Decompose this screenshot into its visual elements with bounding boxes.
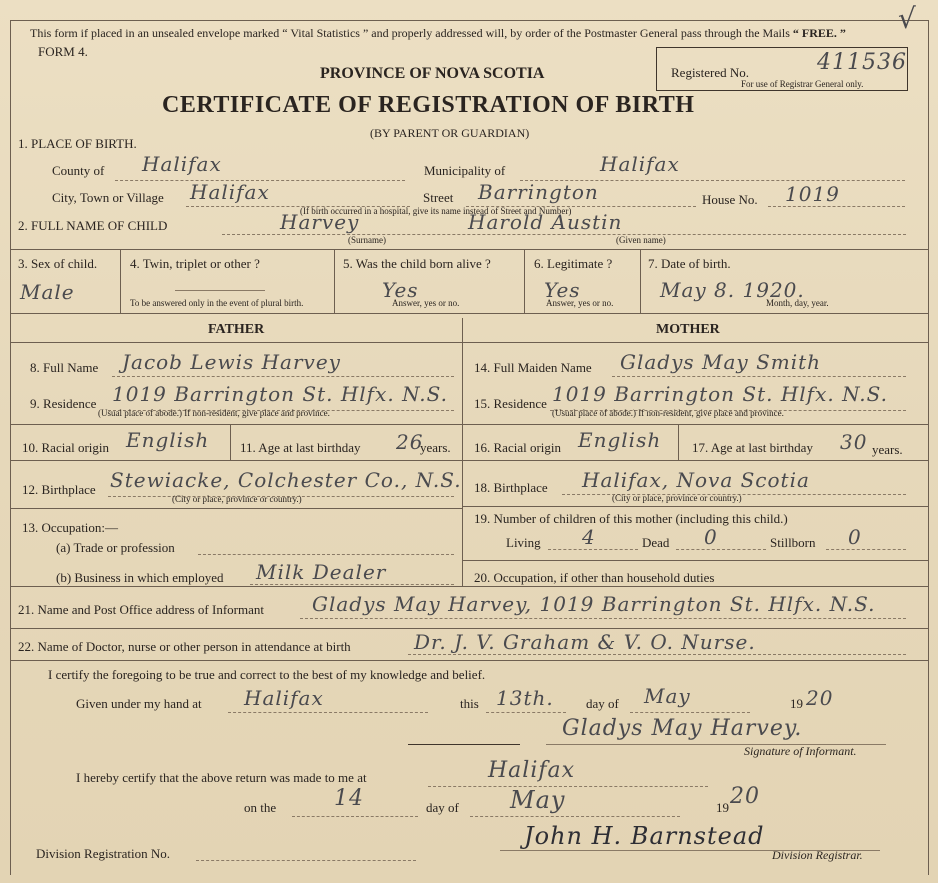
reg-day-of-label: day of: [426, 800, 459, 815]
house-line: [768, 206, 905, 207]
reg-year-value: 20: [730, 784, 760, 809]
mother-name-label: 14. Full Maiden Name: [474, 360, 592, 375]
mother-residence-note: (Usual place of abode.) If non-resident, give place and province.: [552, 408, 784, 418]
registered-note: For use of Registrar General only.: [741, 79, 864, 89]
day-value: 13th.: [496, 686, 554, 710]
house-value: 1019: [785, 182, 840, 206]
on-the-label: on the: [244, 800, 277, 815]
row3-div-3: [524, 249, 525, 313]
registrar-label: Division Registrar.: [772, 848, 863, 862]
street-label: Street: [423, 190, 454, 205]
father-racial-label: 10. Racial origin: [22, 440, 110, 455]
mother-birthplace-label: 18. Birthplace: [474, 480, 548, 495]
reg-month-line: [470, 816, 680, 817]
row3-bottom-line: [10, 313, 928, 314]
dob-note: Month, day, year.: [766, 298, 829, 308]
row3-div-4: [640, 249, 641, 313]
reg-year-prefix: 19: [716, 800, 729, 815]
alive-note: Answer, yes or no.: [392, 298, 460, 308]
mother-row-line-3: [462, 506, 928, 507]
twin-line: [175, 290, 265, 291]
father-business-value: Milk Dealer: [256, 560, 387, 584]
legitimate-note: Answer, yes or no.: [546, 298, 614, 308]
mother-heading: MOTHER: [656, 322, 720, 337]
reg-day-line: [292, 816, 418, 817]
reg-month-value: May: [510, 786, 566, 814]
mother-row-line-1: [462, 424, 928, 425]
child-surname: Harvey: [280, 210, 360, 234]
alive-value: Yes: [382, 278, 419, 302]
year-prefix: 19: [790, 696, 803, 711]
given-place-value: Halifax: [244, 686, 324, 710]
border-top: [10, 20, 928, 21]
dob-label: 7. Date of birth.: [648, 256, 731, 271]
doctor-line: [408, 654, 906, 655]
living-line: [548, 549, 638, 550]
mother-children-label: 19. Number of children of this mother (including this child.): [474, 511, 788, 526]
twin-label: 4. Twin, triplet or other ?: [130, 256, 260, 271]
mail-notice-free: “ FREE. ”: [792, 26, 846, 40]
mail-notice-mid: and properly addressed will, by order of the Postmaster General pass through the Mails: [371, 26, 790, 40]
mother-occupation-label: 20. Occupation, if other than household duties: [474, 570, 715, 585]
informant-signature: Gladys May Harvey.: [562, 716, 803, 741]
day-of-label: day of: [586, 696, 619, 711]
informant-value: Gladys May Harvey, 1019 Barrington St. Hlfx. N.S.: [312, 592, 876, 616]
father-row-line-1: [10, 424, 462, 425]
living-label: Living: [506, 535, 541, 550]
father-age-divider: [230, 424, 231, 460]
city-label: City, Town or Village: [52, 190, 164, 205]
row3-div-1: [120, 249, 121, 313]
month-value: May: [644, 684, 691, 708]
father-residence-label: 9. Residence: [30, 396, 97, 411]
mother-racial-label: 16. Racial origin: [474, 440, 562, 455]
division-reg-no-label: Division Registration No.: [36, 846, 170, 861]
division-reg-no-line: [196, 860, 416, 861]
county-value: Halifax: [142, 152, 222, 176]
mother-racial-value: English: [578, 428, 662, 452]
county-label: County of: [52, 163, 105, 178]
doctor-value: Dr. J. V. Graham & V. O. Nurse.: [414, 630, 756, 654]
mother-residence-value: 1019 Barrington St. Hlfx. N.S.: [552, 382, 889, 406]
street-value: Barrington: [478, 180, 599, 204]
twin-note: To be answered only in the event of plural birth.: [130, 298, 304, 308]
mother-residence-label: 15. Residence: [474, 396, 547, 411]
registrar-statement: I hereby certify that the above return was made to me at: [76, 770, 367, 785]
year-value: 20: [806, 686, 834, 710]
mother-birthplace-note: (City or place, province or country.): [612, 493, 742, 503]
father-name-label: 8. Full Name: [30, 360, 99, 375]
mother-name-line: [612, 376, 906, 377]
corner-check-mark: √: [898, 2, 917, 35]
doctor-label: 22. Name of Doctor, nurse or other person in attendance at birth: [18, 639, 351, 654]
mail-notice: [30, 26, 846, 41]
father-age-value: 26: [396, 430, 424, 454]
dob-value: May 8. 1920.: [660, 278, 805, 302]
sex-label: 3. Sex of child.: [18, 256, 98, 271]
stillborn-label: Stillborn: [770, 535, 816, 550]
form-number: FORM 4.: [38, 44, 88, 59]
father-business-label: (b) Business in which employed: [56, 570, 224, 585]
mother-name-value: Gladys May Smith: [620, 350, 822, 374]
informant-signature-label: Signature of Informant.: [744, 744, 857, 758]
father-residence-note: (Usual place of abode.) If non-resident, give place and province.: [98, 408, 330, 418]
registrar-place-value: Halifax: [488, 758, 576, 783]
mother-birthplace-value: Halifax, Nova Scotia: [582, 468, 810, 492]
row3-top-line: [10, 249, 928, 250]
surname-note: (Surname): [348, 235, 386, 245]
father-name-value: Jacob Lewis Harvey: [122, 350, 341, 374]
child-name-label: 2. FULL NAME OF CHILD: [18, 218, 168, 233]
parents-divider: [462, 318, 463, 586]
house-label: House No.: [702, 192, 758, 207]
day-line: [486, 712, 566, 713]
child-given-name: Harold Austin: [468, 210, 623, 234]
border-right: [928, 20, 929, 875]
mother-age-unit: years.: [872, 442, 903, 457]
father-age-label: 11. Age at last birthday: [240, 440, 361, 455]
certify-statement: I certify the foregoing to be true and correct to the best of my knowledge and belief.: [48, 667, 486, 682]
father-birthplace-value: Stewiacke, Colchester Co., N.S.: [110, 468, 462, 492]
legitimate-label: 6. Legitimate ?: [534, 256, 613, 271]
month-line: [630, 712, 750, 713]
mother-age-value: 30: [840, 430, 868, 454]
registered-number: 411536: [817, 50, 907, 75]
street-note: (If birth occurred in a hospital, give its name instead of Street and Number): [300, 206, 572, 216]
father-row-line-2: [10, 460, 462, 461]
father-business-line: [250, 584, 454, 585]
father-row-line-3: [10, 508, 462, 509]
reg-day-value: 14: [334, 786, 364, 811]
father-heading: FATHER: [208, 322, 265, 337]
sex-value: Male: [20, 280, 75, 304]
given-label: Given under my hand at: [76, 696, 202, 711]
given-place-line: [228, 712, 428, 713]
legitimate-value: Yes: [544, 278, 581, 302]
father-birthplace-label: 12. Birthplace: [22, 482, 96, 497]
city-value: Halifax: [190, 180, 270, 204]
province-name: PROVINCE OF NOVA SCOTIA: [320, 65, 545, 82]
dead-label: Dead: [642, 535, 670, 550]
stillborn-line: [826, 549, 906, 550]
father-occupation-label: 13. Occupation:—: [22, 520, 119, 535]
border-left: [10, 20, 11, 875]
informant-line: [300, 618, 906, 619]
father-trade-label: (a) Trade or profession: [56, 540, 175, 555]
informant-bottom-line: [10, 628, 928, 629]
registered-box: [656, 47, 908, 91]
father-trade-line: [198, 554, 454, 555]
certificate-title: CERTIFICATE OF REGISTRATION OF BIRTH: [162, 92, 695, 118]
mother-age-divider: [678, 424, 679, 460]
father-name-line: [112, 376, 454, 377]
municipality-value: Halifax: [600, 152, 680, 176]
father-birthplace-note: (City or place, province or country.): [172, 494, 302, 504]
mother-age-label: 17. Age at last birthday: [692, 440, 813, 455]
mother-row-line-2: [462, 460, 928, 461]
informant-top-line: [10, 586, 928, 587]
dead-value: 0: [704, 525, 718, 549]
certificate-subtitle: (BY PARENT OR GUARDIAN): [370, 126, 530, 140]
child-name-line: [222, 234, 906, 235]
father-age-unit: years.: [420, 440, 451, 455]
mail-notice-prefix: This form if placed in an unsealed envelope marked: [30, 26, 280, 40]
alive-label: 5. Was the child born alive ?: [343, 256, 491, 271]
father-racial-value: English: [126, 428, 210, 452]
separator-rule: [408, 744, 520, 745]
parents-heading-line: [10, 342, 928, 343]
stillborn-value: 0: [848, 525, 862, 549]
row3-div-2: [334, 249, 335, 313]
dead-line: [676, 549, 766, 550]
living-value: 4: [582, 525, 596, 549]
doctor-bottom-line: [10, 660, 928, 661]
registered-label: Registered No.: [671, 65, 749, 80]
mail-notice-mark: “ Vital Statistics ”: [282, 26, 369, 40]
this-label: this: [460, 696, 479, 711]
registrar-place-line: [428, 786, 708, 787]
municipality-label: Municipality of: [424, 163, 506, 178]
place-heading: 1. PLACE OF BIRTH.: [18, 136, 137, 151]
mother-row-line-4: [462, 560, 928, 561]
informant-label: 21. Name and Post Office address of Informant: [18, 602, 264, 617]
father-residence-value: 1019 Barrington St. Hlfx. N.S.: [112, 382, 449, 406]
registrar-signature: John H. Barnstead: [524, 822, 765, 850]
given-name-note: (Given name): [616, 235, 666, 245]
